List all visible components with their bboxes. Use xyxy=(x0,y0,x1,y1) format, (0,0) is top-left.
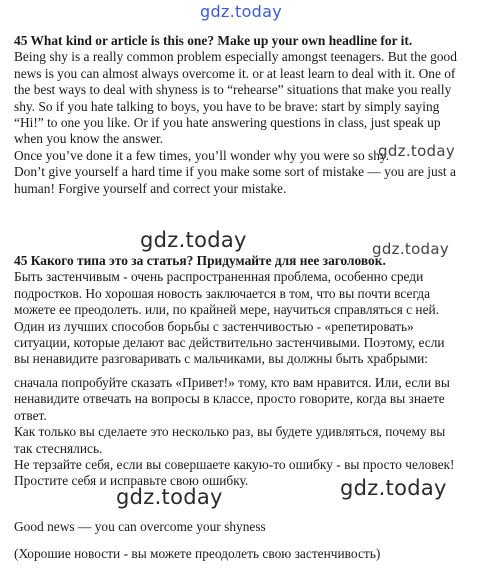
text-line: Простите себя и исправьте свою ошибку. xyxy=(14,473,249,489)
text-line: the best ways to deal with shyness is to “rehearse” situations that make you really xyxy=(14,82,452,98)
russian-text xyxy=(14,253,476,368)
task-title-en: 45 What kind or article is this one? Make up your own headline for it. xyxy=(14,33,413,48)
text-line: Не терзайте себя, если вы совершаете какую-то ошибку - вы просто человек! xyxy=(14,457,455,473)
english-text xyxy=(14,33,476,197)
text-line: Быть застенчивым - очень распространенная проблема, особенно среди xyxy=(14,269,424,285)
text-line: сначала попробуйте сказать «Привет!» тому, кто вам нравится. Или, если вы xyxy=(14,375,450,390)
text-line: ситуации, которые делают вас действительно застенчивыми. Поэтому, если xyxy=(14,335,445,351)
text-line: ненавидите отвечать на вопросы в классе, просто говорите, когда вы знаете xyxy=(14,391,445,407)
watermark: gdz.today xyxy=(116,485,223,509)
text-line: Once you’ve done it a few times, you’ll wonder why you were so shy. xyxy=(14,147,390,163)
text-line: Don’t give yourself a hard time if you make some sort of mistake — you are just a xyxy=(14,164,456,180)
watermark: gdz.today xyxy=(140,228,247,252)
text-line: так стеснялись. xyxy=(14,440,103,456)
text-line: Один из лучших способов борьбы с застенчивостью - «репетировать» xyxy=(14,318,414,334)
text-line: ответ. xyxy=(14,407,47,423)
watermark: gdz.today xyxy=(378,142,456,160)
text-line: вы ненавидите разговаривать с мальчиками, вы должны быть храбрыми: xyxy=(14,351,429,367)
watermark: gdz.today xyxy=(372,240,450,258)
text-line: подростков. Но хорошая новость заключается в том, что вы почти всегда xyxy=(14,285,431,301)
watermark: gdz.today xyxy=(340,476,447,500)
headline-en: Good news — you can overcome your shyness xyxy=(14,519,266,534)
russian-text-continued xyxy=(14,375,476,490)
headline-ru: (Хорошие новости - вы можете преодолеть свою застенчивость) xyxy=(14,546,381,561)
text-line: shy. So if you hate talking to boys, you have to be brave: start by simply saying xyxy=(14,98,440,114)
text-line: можете ее преодолеть. или, по крайней мере, научиться справляться с ней. xyxy=(14,302,440,318)
watermark: gdz.today xyxy=(200,2,282,21)
text-line: Как только вы сделаете это несколько раз, вы будете удивляться, почему вы xyxy=(14,424,446,440)
text-line: Being shy is a really common problem especially amongst teenagers. But the good xyxy=(14,49,457,65)
task-title-ru: 45 Какого типа это за статья? Придумайте для нее заголовок. xyxy=(14,253,386,268)
text-line: human! Forgive yourself and correct your mistake. xyxy=(14,180,287,196)
text-line: news is you can almost always overcome it. or at least learn to deal with it. One of xyxy=(14,65,456,81)
text-line: when you know the answer. xyxy=(14,131,164,147)
text-line: “Hi!” to one you like. Or if you hate answering questions in class, just speak up xyxy=(14,115,441,131)
